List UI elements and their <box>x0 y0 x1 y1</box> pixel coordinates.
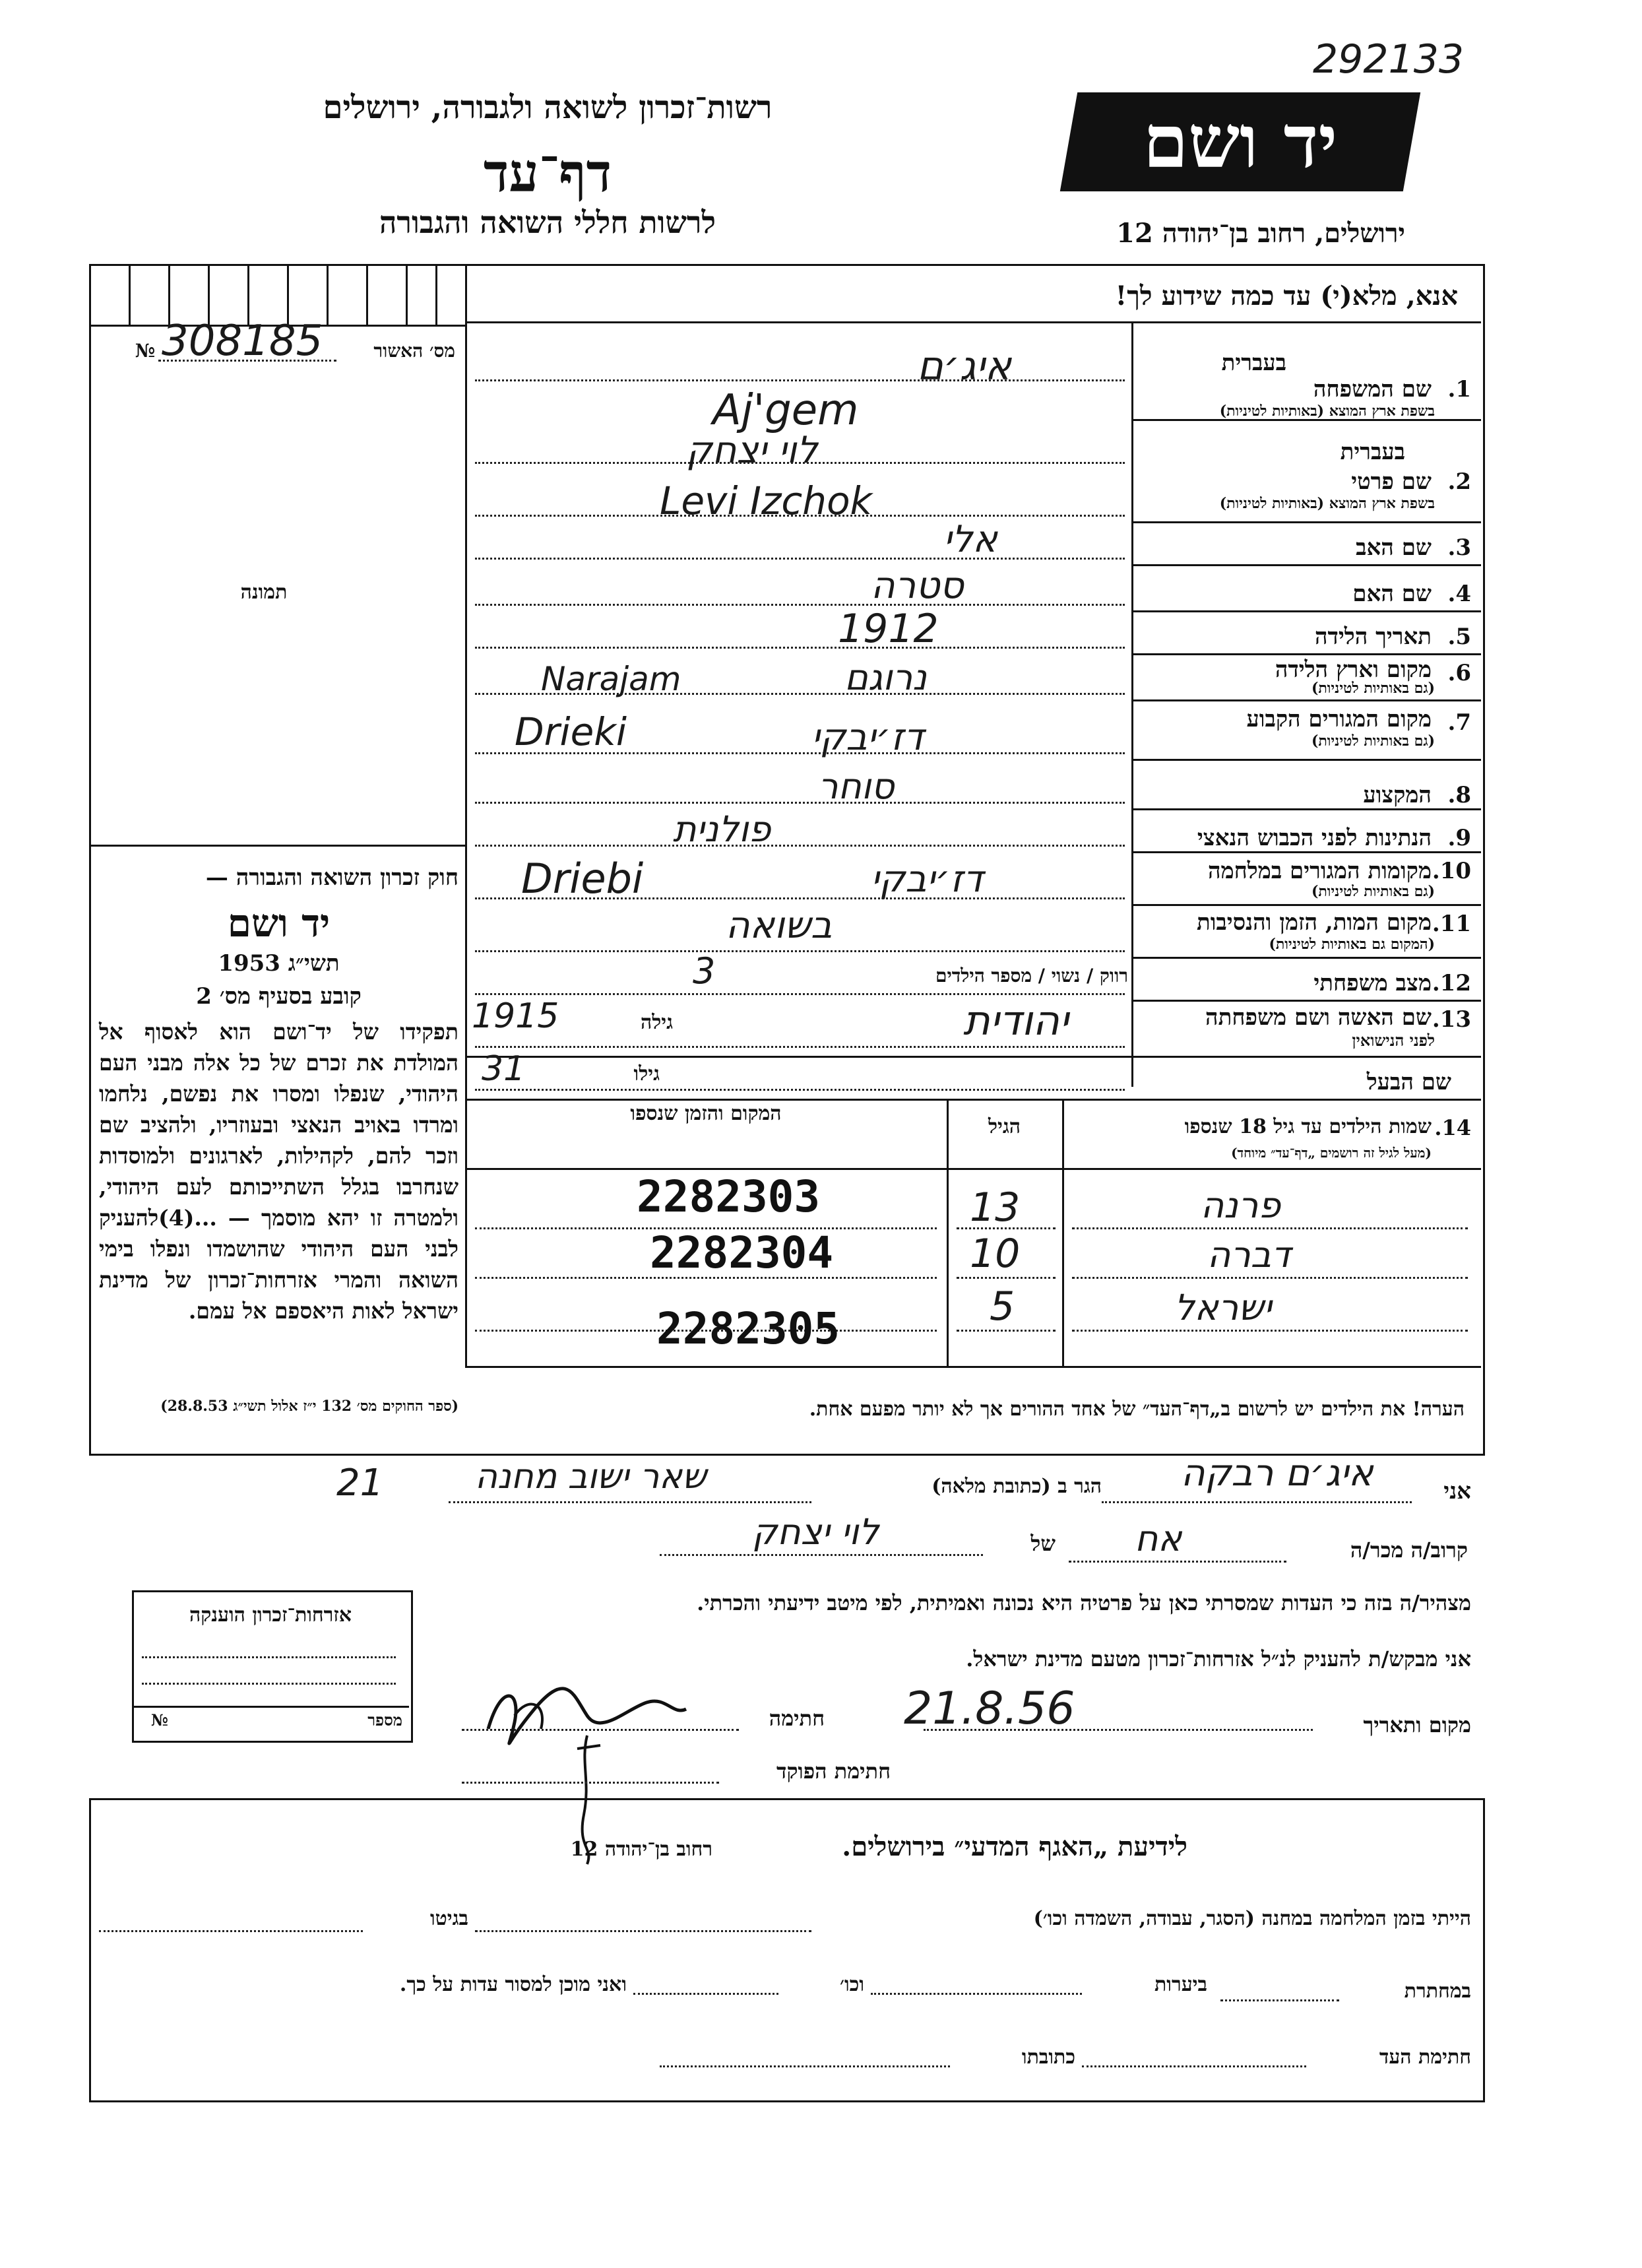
wartime-residence-latin: Driebi <box>521 855 644 903</box>
birth-place-hebrew: נרוגם <box>844 657 927 698</box>
signature-label: חתימה <box>769 1706 825 1731</box>
of-label: של <box>1030 1531 1056 1556</box>
law-text: תפקידו של יד־ושם הוא לאסוף אל המולדת את זכרם של כל אלה מבני העם היהודי, שנפלו ומסרו את נפשם, נלחמו ומרדו באויב הנאצי ובעוזריו, ולהציב שם וזכר להם, לקהילות, לארגונים ולמוסדות שנחרבו בגלל השתייכותם לעם היהודי, ולמטרה זו יהא מוסמך — ...(4)להעניק לבני העם היהודי שהושמדו ונפלו בימי השואה והמרי אזרחות־זכרון של מדינת ישראל לאות היאספם אל עמם. <box>99 1019 458 1324</box>
field13-label: שם האשה ושם משפחתה <box>1205 1004 1432 1031</box>
field7-number: 7. <box>1447 709 1471 736</box>
child-name: פרנה <box>1201 1184 1281 1226</box>
marital-options: רווק / נשוי / מספר הילדים <box>935 965 1128 987</box>
bottom-etc-label: וכו׳ <box>840 1973 864 1996</box>
document-number: 292133 <box>1313 36 1465 82</box>
label-column-divider <box>1131 321 1133 1087</box>
field13-sub: לפני הנישואין <box>1352 1031 1435 1050</box>
header-address: ירושלים, רחוב בן־יהודה 12 <box>1116 218 1405 249</box>
field3-number: 3. <box>1447 535 1471 561</box>
field12-number: 12. <box>1432 970 1471 996</box>
declarant-address: שאר ישוב מחנה <box>475 1457 707 1497</box>
margin-number: 21 <box>336 1462 384 1505</box>
father-name: אלי <box>943 518 997 561</box>
field5-label: תאריך הלידה <box>1314 624 1432 650</box>
child-age: 10 <box>970 1231 1021 1277</box>
field7-sub: (גם באותיות לטיניות) <box>1311 732 1435 750</box>
birth-place-latin: Narajam <box>541 660 681 698</box>
law-heading: חוק זכרון השואה והגבורה — <box>205 864 458 891</box>
field4-label: שם האם <box>1352 581 1432 607</box>
field2-label: שם פרטי <box>1351 469 1432 495</box>
citizenship-title: אזרחות־זכרון הוענקה <box>189 1604 352 1627</box>
field2-sub: בשפת ארץ המוצא (באותיות לטיניות) <box>1219 495 1435 512</box>
bottom-forests-label: ביערות <box>1154 1973 1207 1996</box>
wartime-residence-hebrew: דז׳יבקי <box>871 858 984 901</box>
official-signature-label: חתימת הפוקד <box>776 1759 891 1784</box>
child-record-number: 2282303 <box>637 1171 821 1222</box>
bottom-heading: לידיעת „האגף המדעי״ בירושלים. <box>842 1831 1187 1862</box>
first-name-hebrew: לוי יצחק <box>686 429 818 472</box>
cert-number-value: 308185 <box>162 317 323 366</box>
child-name: ישראל <box>1174 1287 1272 1328</box>
place-date-value: 21.8.56 <box>904 1683 1075 1735</box>
field7-label: מקום המגורים הקבוע <box>1246 706 1432 732</box>
field9-label: הנתינות לפני הכבוש הנאצי <box>1197 825 1432 851</box>
field14-number: 14. <box>1434 1115 1471 1140</box>
age-column-header: הגיל <box>988 1115 1021 1138</box>
relation-of-value: לוי יצחק <box>752 1511 879 1553</box>
child-record-number: 2282305 <box>656 1303 840 1354</box>
form-title: דף־עד <box>483 142 612 204</box>
field11-sub: (המקום גם באותיות לטיניות) <box>1269 936 1435 953</box>
field8-label: המקצוע <box>1363 782 1432 808</box>
bottom-willing-text: ואני מוכן למסור עדות על כך. <box>399 1973 627 1996</box>
field13-number: 13. <box>1432 1006 1471 1033</box>
request-text: אני מבקש/ת להעניק לנ״ל אזרחות־זכרון מטעם מדינת ישראל. <box>966 1646 1471 1671</box>
cert-number-label: מס׳ האשור <box>373 340 455 362</box>
cert-no-symbol: № <box>135 340 155 362</box>
bottom-ghetto-label: בגיטו <box>429 1907 468 1930</box>
field6-sub: (גם באותיות לטיניות) <box>1311 680 1435 697</box>
husband-label: שם הבעל <box>1366 1069 1451 1095</box>
field1-sub: בשפת ארץ המוצא (באותיות לטיניות) <box>1219 403 1435 420</box>
family-name-hebrew: איג׳ם <box>917 343 1011 389</box>
field1-number: 1. <box>1447 376 1471 403</box>
field8-number: 8. <box>1447 782 1471 808</box>
field6-number: 6. <box>1447 660 1471 686</box>
form-subtitle: לרשות חללי השואה והגבורה <box>379 205 716 240</box>
family-name-latin: Aj'gem <box>712 386 859 435</box>
citizenship: פולנית <box>673 808 771 850</box>
mother-name: סטרה <box>871 564 964 607</box>
field10-label: מקומות המגורים במלחמה <box>1207 858 1432 884</box>
law-clause: קובע בסעיף מס׳ 2 <box>196 983 362 1010</box>
field9-number: 9. <box>1447 825 1471 851</box>
citizenship-no-symbol: № <box>150 1710 168 1730</box>
residence-hebrew: דז׳יבקי <box>811 716 924 759</box>
birth-date: 1912 <box>838 606 939 652</box>
wife-age-label: גילה <box>640 1011 673 1034</box>
wife-name: יהודית <box>963 996 1069 1045</box>
child-age: 5 <box>990 1283 1015 1330</box>
field10-number: 10. <box>1432 858 1471 884</box>
death-place: בשואה <box>726 904 833 947</box>
relation-value: אח <box>1135 1518 1182 1559</box>
residence-latin: Drieki <box>515 709 627 754</box>
child-record-number: 2282304 <box>650 1227 834 1278</box>
field11-label: מקום המות, הזמן והנסיבות <box>1196 909 1432 936</box>
affirmation-text: מצהיר/ה בזה כי העדות שמסרתי כאן על פרטיה היא נכונה ואמיתית, לפי מיטב ידיעתי והכרתי. <box>697 1590 1471 1615</box>
law-name: יד ושם <box>227 901 331 946</box>
field1-label: שם המשפחה <box>1313 376 1432 403</box>
witness-address-label: כתובתו <box>1021 2046 1075 2069</box>
place-date-label: מקום ותאריך <box>1363 1712 1471 1737</box>
citizenship-number-label: מספר <box>367 1710 402 1730</box>
wife-age-value: 1915 <box>472 996 559 1036</box>
field6-label: מקום וארץ הלידה <box>1275 657 1432 683</box>
witness-signature-label: חתימת העד <box>1379 2046 1471 2069</box>
field2-number: 2. <box>1447 469 1471 495</box>
field2-hebrew-tag: בעברית <box>1340 439 1405 465</box>
field11-number: 11. <box>1432 911 1471 937</box>
logo-text: יד ושם <box>1143 99 1338 184</box>
left-column-divider <box>465 264 467 1366</box>
address-label: הגר ב (כתובת מלאה) <box>932 1475 1102 1498</box>
field3-label: שם האב <box>1356 535 1432 561</box>
field12-label: מצב משפחתי <box>1313 970 1432 996</box>
instruction-text: אנא, מלא(י) עד כמה שידוע לך! <box>1115 280 1458 311</box>
field1-hebrew-tag: בעברית <box>1221 350 1286 376</box>
children-count: 3 <box>693 950 716 992</box>
husband-age-label: גילו <box>633 1062 660 1085</box>
first-name-latin: Levi Izchok <box>660 478 873 523</box>
profession: סוחר <box>818 765 895 807</box>
declarant-name: איג׳ם רבקה <box>1181 1452 1374 1495</box>
field14-label: שמות הילדים עד גיל 18 שנספו <box>1184 1115 1432 1138</box>
declarant-label: אני <box>1443 1478 1471 1505</box>
law-year: תשי״ג 1953 <box>218 950 340 977</box>
note-text: הערה! את הילדים יש לרשום ב„דף־העד״ של אחד ההורים אך לא יותר מפעם אחת. <box>809 1398 1465 1421</box>
child-age: 13 <box>970 1184 1021 1231</box>
relation-label: קרוב/ה מכר/ה <box>1350 1538 1468 1563</box>
place-column-header: המקום והזמן שנספו <box>630 1102 782 1125</box>
husband-age-value: 31 <box>482 1049 526 1089</box>
field4-number: 4. <box>1447 581 1471 607</box>
bottom-address: רחוב בן־יהודה 12 <box>570 1838 712 1861</box>
field14-sub: (מעל לגיל זה רושמים „דף־עד״ מיוחד) <box>1231 1145 1432 1161</box>
field5-number: 5. <box>1447 624 1471 650</box>
bottom-underground-label: במחתרת <box>1404 1980 1471 2003</box>
child-name: דברה <box>1207 1234 1291 1276</box>
law-citation: (ספר החוקים מס׳ 132 י״ז אלול תשי״ג 28.8.53) <box>160 1398 458 1415</box>
authority-name: רשות־זכרון לשואה ולגבורה, ירושלים <box>323 89 773 126</box>
bottom-line1-label: הייתי בזמן המלחמה במחנה (הסגר, עבודה, השמדה וכו׳) <box>1033 1907 1471 1930</box>
photo-label: תמונה <box>240 581 288 604</box>
field10-sub: (גם באותיות לטיניות) <box>1311 883 1435 900</box>
